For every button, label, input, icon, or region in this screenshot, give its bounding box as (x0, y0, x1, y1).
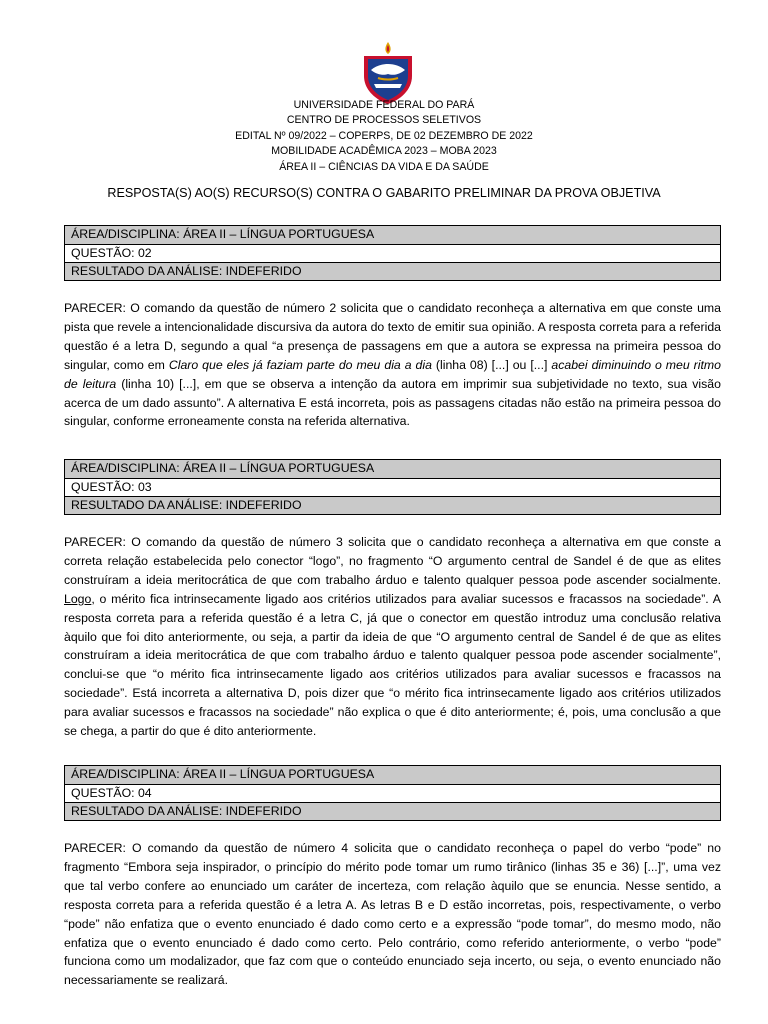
opinion-text: (linha 10) [...], em que se observa a intenção da autora em imprimir sua subjetividade no texto, sua visão acerca de um dado assunto”. A alternativa E está incorreta, pois as passagens citadas não estão na primeira pessoa do singular, conforme erroneamente consta na referida alternativa. (64, 376, 721, 429)
appeal-section (64, 225, 721, 431)
opinion-text: , o mérito fica intrinsecamente ligado aos critérios utilizados para avaliar sucessos e fracassos na sociedade”. A resposta correta para a referida questão é a letra C, já que o conector em questão introduz uma conclusão relativa àquilo que foi dito anteriormente, ou seja, a partir da ideia de que “O argumento central de Sandel é de que as elites construíram a ideia meritocrática de que com trabalho árduo e talento qualquer pessoa pode ascender socialmente”, conclui-se que “o mérito fica intrinsecamente ligado aos critérios utilizados para avaliar sucessos e fracassos na sociedade”. Está incorreta a alternativa D, pois dizer que “o mérito fica intrinsecamente ligado aos critérios utilizados para avaliar sucessos e fracassos na sociedade” não explica o que é dito anteriormente; é, pois, uma conclusão a que se chega, a partir do que é dito anteriormente. (64, 591, 721, 739)
university-name: UNIVERSIDADE FEDERAL DO PARÁ (293, 99, 475, 111)
section-info-table (64, 225, 721, 281)
opinion-paragraph (64, 533, 721, 741)
university-crest-icon (356, 40, 420, 106)
section-info-table (64, 459, 721, 515)
program-line: MOBILIDADE ACADÊMICA 2023 – MOBA 2023 (271, 145, 497, 158)
opinion-quote: Claro que eles já faziam parte do meu dia a dia (168, 357, 432, 372)
opinion-label: PARECER: (64, 301, 126, 315)
opinion-label: PARECER (64, 535, 123, 549)
opinion-text: (linha 08) [...] ou [...] (431, 357, 552, 372)
opinion-text: O comando da questão de número 2 solicita que o candidato reconheça a alternativa em que conste uma pista que revele a intencionalidade discursiva da autora do texto de emitir sua opinião. A resposta correta para a referida questão é a letra D, segundo a qual “a presença de passagens em que a autora se expressa na primeira pessoa do singular, como em (64, 301, 721, 372)
document-title: RESPOSTA(S) AO(S) RECURSO(S) CONTRA O GABARITO PRELIMINAR DA PROVA OBJETIVA (107, 186, 661, 200)
appeal-section (64, 765, 721, 990)
institution-header (0, 98, 768, 175)
question-row: QUESTÃO: 02 (65, 244, 720, 262)
opinion-label: PARECER (64, 841, 123, 855)
opinion-text: : O comando da questão de número 3 solicita que o candidato reconheça a alternativa em que conste a correta relação estabelecida pelo conector “logo”, no fragmento “O argumento central de Sandel é de que as elites construíram a ideia meritocrática de que com trabalho árduo e talento qualquer pessoa pode ascender socialmente. (64, 535, 721, 587)
question-row: QUESTÃO: 04 (65, 784, 720, 802)
opinion-quote: acabei diminuindo o meu ritmo de leitura (64, 357, 721, 391)
result-row: RESULTADO DA ANÁLISE: INDEFERIDO (65, 262, 720, 280)
section-info-table (64, 765, 721, 821)
opinion-underlined-word: Logo (64, 591, 92, 606)
edital-line: EDITAL Nº 09/2022 – COPERPS, DE 02 DEZEMBRO DE 2022 (235, 129, 533, 142)
area-line: ÁREA II – CIÊNCIAS DA VIDA E DA SAÚDE (279, 160, 489, 173)
question-row: QUESTÃO: 03 (65, 478, 720, 496)
opinion-paragraph (64, 839, 721, 990)
appeal-section (64, 459, 721, 741)
result-row: RESULTADO DA ANÁLISE: INDEFERIDO (65, 496, 720, 514)
opinion-paragraph (64, 299, 721, 431)
area-row: ÁREA/DISCIPLINA: ÁREA II – LÍNGUA PORTUGUESA (65, 226, 720, 244)
opinion-text: : O comando da questão de número 4 solicita que o candidato reconheça o papel do verbo “pode” no fragmento “Embora seja inspirador, o princípio do mérito pode tomar um rumo tirânico (linhas 35 e 36) [...]”, uma vez que tal verbo confere ao enunciado um caráter de incerteza, com relação àquilo que se enuncia. Nesse sentido, a resposta correta para a referida questão é a letra A. As letras B e D estão incorretas, pois, respectivamente, o verbo “pode” não enfatiza que o evento enunciado é dado como certo e a expressão “pode tomar”, do mesmo modo, não enfatiza que o evento enunciado é dado como certo. Pelo contrário, como referido anteriormente, o verbo “pode” funciona como um modalizador, que faz com que o conteúdo enunciado seja incerto, ou seja, o evento enunciado não necessariamente se realizará. (64, 841, 721, 988)
result-row: RESULTADO DA ANÁLISE: INDEFERIDO (65, 802, 720, 820)
center-name: CENTRO DE PROCESSOS SELETIVOS (286, 114, 482, 127)
area-row: ÁREA/DISCIPLINA: ÁREA II – LÍNGUA PORTUGUESA (65, 766, 720, 784)
area-row: ÁREA/DISCIPLINA: ÁREA II – LÍNGUA PORTUGUESA (65, 460, 720, 478)
